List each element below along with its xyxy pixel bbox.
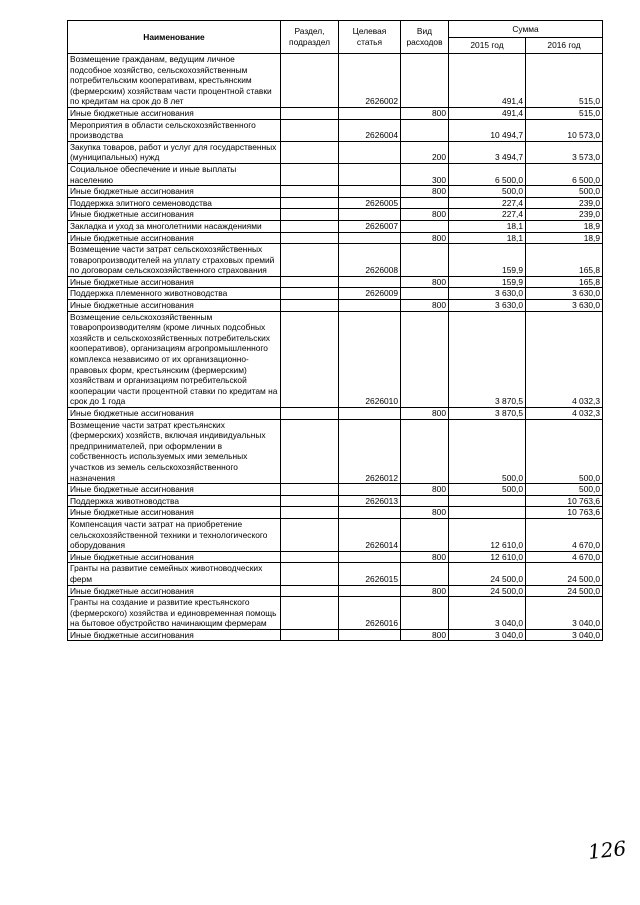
cell-name: Иные бюджетные ассигнования [68, 484, 281, 496]
cell-section [281, 495, 339, 507]
cell-target-code [339, 186, 401, 198]
cell-section [281, 276, 339, 288]
header-name: Наименование [68, 21, 281, 54]
table-row [68, 419, 603, 484]
header-target: Целевая статья [339, 21, 401, 54]
table-row [68, 54, 603, 108]
cell-target-code [339, 629, 401, 641]
cell-sum-2016: 4 032,3 [526, 408, 603, 420]
cell-name: Иные бюджетные ассигнования [68, 276, 281, 288]
cell-sum-2016: 4 032,3 [526, 311, 603, 407]
cell-expense-type [401, 54, 449, 108]
cell-expense-type: 800 [401, 551, 449, 563]
cell-sum-2015: 3 040,0 [449, 597, 526, 630]
cell-expense-type [401, 311, 449, 407]
table-row [68, 495, 603, 507]
cell-sum-2015: 227,4 [449, 197, 526, 209]
cell-sum-2016: 10 763,6 [526, 507, 603, 519]
cell-section [281, 563, 339, 585]
cell-sum-2015: 159,9 [449, 244, 526, 277]
cell-expense-type: 200 [401, 141, 449, 163]
table-row [68, 585, 603, 597]
cell-sum-2015: 3 630,0 [449, 300, 526, 312]
cell-sum-2015: 12 610,0 [449, 518, 526, 551]
cell-target-code [339, 507, 401, 519]
cell-name: Социальное обеспечение и иные выплаты населению [68, 163, 281, 185]
cell-sum-2016: 24 500,0 [526, 563, 603, 585]
cell-sum-2015: 3 494,7 [449, 141, 526, 163]
table-row [68, 300, 603, 312]
cell-name: Иные бюджетные ассигнования [68, 107, 281, 119]
cell-target-code [339, 585, 401, 597]
cell-sum-2016: 500,0 [526, 419, 603, 484]
cell-sum-2016: 24 500,0 [526, 585, 603, 597]
cell-expense-type [401, 495, 449, 507]
cell-name: Иные бюджетные ассигнования [68, 408, 281, 420]
cell-sum-2016: 165,8 [526, 244, 603, 277]
table-row [68, 119, 603, 141]
cell-target-code [339, 408, 401, 420]
table-row [68, 408, 603, 420]
cell-section [281, 186, 339, 198]
cell-sum-2016: 500,0 [526, 186, 603, 198]
cell-name: Иные бюджетные ассигнования [68, 629, 281, 641]
cell-name: Компенсация части затрат на приобретение сельскохозяйственной техники и технологического оборудования [68, 518, 281, 551]
cell-target-code [339, 276, 401, 288]
cell-expense-type [401, 119, 449, 141]
cell-section [281, 232, 339, 244]
cell-sum-2015: 3 870,5 [449, 408, 526, 420]
cell-name: Иные бюджетные ассигнования [68, 585, 281, 597]
header-sum: Сумма [449, 21, 603, 38]
cell-target-code: 2626014 [339, 518, 401, 551]
table-row [68, 244, 603, 277]
cell-section [281, 518, 339, 551]
cell-target-code: 2626012 [339, 419, 401, 484]
cell-sum-2015: 491,4 [449, 54, 526, 108]
table-row [68, 107, 603, 119]
table-row [68, 141, 603, 163]
table-row [68, 518, 603, 551]
cell-target-code: 2626007 [339, 220, 401, 232]
table-row [68, 597, 603, 630]
table-row [68, 186, 603, 198]
cell-sum-2015: 3 630,0 [449, 288, 526, 300]
cell-target-code: 2626002 [339, 54, 401, 108]
cell-sum-2016: 4 670,0 [526, 518, 603, 551]
document-sheet [67, 20, 602, 641]
cell-target-code [339, 163, 401, 185]
cell-name: Закупка товаров, работ и услуг для государственных (муниципальных) нужд [68, 141, 281, 163]
table-row [68, 551, 603, 563]
cell-target-code: 2626016 [339, 597, 401, 630]
cell-target-code [339, 209, 401, 221]
table-row [68, 629, 603, 641]
cell-target-code: 2626008 [339, 244, 401, 277]
cell-expense-type [401, 288, 449, 300]
cell-sum-2016: 239,0 [526, 209, 603, 221]
cell-section [281, 209, 339, 221]
cell-sum-2016: 500,0 [526, 484, 603, 496]
table-row [68, 197, 603, 209]
table-row [68, 484, 603, 496]
cell-sum-2016: 3 630,0 [526, 300, 603, 312]
cell-sum-2015: 6 500,0 [449, 163, 526, 185]
cell-expense-type: 800 [401, 276, 449, 288]
cell-section [281, 551, 339, 563]
page-number: 126 [586, 836, 628, 864]
cell-sum-2015: 24 500,0 [449, 563, 526, 585]
cell-expense-type [401, 419, 449, 484]
cell-expense-type [401, 197, 449, 209]
header-year-2015: 2015 год [449, 38, 526, 54]
cell-name: Возмещение гражданам, ведущим личное подсобное хозяйство, сельскохозяйственным потребительским кооперативам, крестьянским (фермерским) хозяйствам части процентной ставки по кредитам на срок до 8 лет [68, 54, 281, 108]
cell-name: Поддержка элитного семеноводства [68, 197, 281, 209]
table-body [68, 54, 603, 641]
table-row [68, 276, 603, 288]
cell-expense-type [401, 244, 449, 277]
cell-name: Возмещение сельскохозяйственным товаропроизводителям (кроме личных подсобных хозяйств и сельскохозяйственных потребительских кооперативов), организациям агропромышленного комплекса независимо от их организационно-правовых форм, крестьянским (фермерским) хозяйствам и организациям потребительской кооперации части процентной ставки по кредитам на срок до 1 года [68, 311, 281, 407]
table-row [68, 563, 603, 585]
cell-section [281, 141, 339, 163]
cell-sum-2016: 3 573,0 [526, 141, 603, 163]
cell-sum-2016: 18,9 [526, 232, 603, 244]
cell-target-code [339, 300, 401, 312]
table-row [68, 507, 603, 519]
cell-sum-2015 [449, 507, 526, 519]
cell-name: Иные бюджетные ассигнования [68, 300, 281, 312]
cell-name: Иные бюджетные ассигнования [68, 232, 281, 244]
cell-target-code [339, 551, 401, 563]
table-row [68, 220, 603, 232]
cell-section [281, 408, 339, 420]
table-row [68, 232, 603, 244]
cell-sum-2015: 10 494,7 [449, 119, 526, 141]
cell-expense-type: 800 [401, 585, 449, 597]
cell-sum-2016: 3 040,0 [526, 597, 603, 630]
cell-expense-type [401, 220, 449, 232]
cell-sum-2015: 500,0 [449, 419, 526, 484]
cell-section [281, 244, 339, 277]
cell-section [281, 288, 339, 300]
cell-section [281, 119, 339, 141]
cell-sum-2015: 491,4 [449, 107, 526, 119]
cell-expense-type: 800 [401, 209, 449, 221]
cell-expense-type: 800 [401, 484, 449, 496]
cell-name: Иные бюджетные ассигнования [68, 209, 281, 221]
cell-name: Гранты на развитие семейных животноводческих ферм [68, 563, 281, 585]
cell-section [281, 629, 339, 641]
cell-section [281, 163, 339, 185]
cell-sum-2015: 24 500,0 [449, 585, 526, 597]
cell-sum-2016: 6 500,0 [526, 163, 603, 185]
table-row [68, 209, 603, 221]
cell-target-code: 2626015 [339, 563, 401, 585]
cell-target-code [339, 484, 401, 496]
header-type: Вид расходов [401, 21, 449, 54]
cell-sum-2015: 159,9 [449, 276, 526, 288]
cell-expense-type: 800 [401, 629, 449, 641]
table-row [68, 163, 603, 185]
cell-expense-type: 800 [401, 408, 449, 420]
cell-target-code: 2626010 [339, 311, 401, 407]
cell-section [281, 311, 339, 407]
header-section: Раздел, подраздел [281, 21, 339, 54]
cell-sum-2016: 3 630,0 [526, 288, 603, 300]
cell-name: Иные бюджетные ассигнования [68, 507, 281, 519]
cell-section [281, 220, 339, 232]
cell-target-code: 2626013 [339, 495, 401, 507]
cell-sum-2015: 500,0 [449, 186, 526, 198]
cell-name: Иные бюджетные ассигнования [68, 551, 281, 563]
cell-sum-2015: 3 040,0 [449, 629, 526, 641]
cell-expense-type: 800 [401, 507, 449, 519]
cell-sum-2015: 12 610,0 [449, 551, 526, 563]
cell-name: Гранты на создание и развитие крестьянского (фермерского) хозяйства и единовременная помощь на бытовое обустройство начинающим фермерам [68, 597, 281, 630]
header-year-2016: 2016 год [526, 38, 603, 54]
cell-target-code: 2626005 [339, 197, 401, 209]
budget-table [67, 20, 603, 641]
cell-sum-2015: 3 870,5 [449, 311, 526, 407]
cell-sum-2016: 10 573,0 [526, 119, 603, 141]
cell-expense-type: 800 [401, 300, 449, 312]
cell-target-code [339, 141, 401, 163]
cell-sum-2016: 165,8 [526, 276, 603, 288]
cell-expense-type [401, 563, 449, 585]
cell-target-code [339, 232, 401, 244]
cell-section [281, 300, 339, 312]
cell-section [281, 107, 339, 119]
cell-section [281, 597, 339, 630]
cell-sum-2016: 515,0 [526, 54, 603, 108]
cell-name: Возмещение части затрат крестьянских (фермерских) хозяйств, включая индивидуальных предпринимателей, при оформлении в собственность используемых ими земельных участков из земель сельскохозяйственного назначения [68, 419, 281, 484]
cell-expense-type [401, 597, 449, 630]
cell-section [281, 197, 339, 209]
cell-name: Мероприятия в области сельскохозяйственного производства [68, 119, 281, 141]
cell-expense-type: 800 [401, 107, 449, 119]
cell-section [281, 54, 339, 108]
cell-name: Возмещение части затрат сельскохозяйственных товаропроизводителей на уплату страховых премий по договорам сельскохозяйственного страхования [68, 244, 281, 277]
cell-expense-type [401, 518, 449, 551]
cell-expense-type: 800 [401, 186, 449, 198]
cell-sum-2015: 18,1 [449, 232, 526, 244]
cell-sum-2016: 10 763,6 [526, 495, 603, 507]
cell-section [281, 507, 339, 519]
cell-sum-2016: 3 040,0 [526, 629, 603, 641]
cell-name: Поддержка животноводства [68, 495, 281, 507]
cell-sum-2016: 239,0 [526, 197, 603, 209]
cell-section [281, 585, 339, 597]
cell-sum-2015: 227,4 [449, 209, 526, 221]
cell-sum-2015: 18,1 [449, 220, 526, 232]
cell-name: Иные бюджетные ассигнования [68, 186, 281, 198]
header-row [68, 21, 603, 38]
cell-target-code: 2626004 [339, 119, 401, 141]
cell-sum-2016: 4 670,0 [526, 551, 603, 563]
cell-sum-2015: 500,0 [449, 484, 526, 496]
cell-sum-2016: 18,9 [526, 220, 603, 232]
table-row [68, 288, 603, 300]
cell-expense-type: 800 [401, 232, 449, 244]
cell-sum-2015 [449, 495, 526, 507]
cell-expense-type: 300 [401, 163, 449, 185]
cell-sum-2016: 515,0 [526, 107, 603, 119]
cell-target-code [339, 107, 401, 119]
cell-section [281, 484, 339, 496]
table-row [68, 311, 603, 407]
cell-name: Поддержка племенного животноводства [68, 288, 281, 300]
cell-name: Закладка и уход за многолетними насаждениями [68, 220, 281, 232]
cell-target-code: 2626009 [339, 288, 401, 300]
cell-section [281, 419, 339, 484]
